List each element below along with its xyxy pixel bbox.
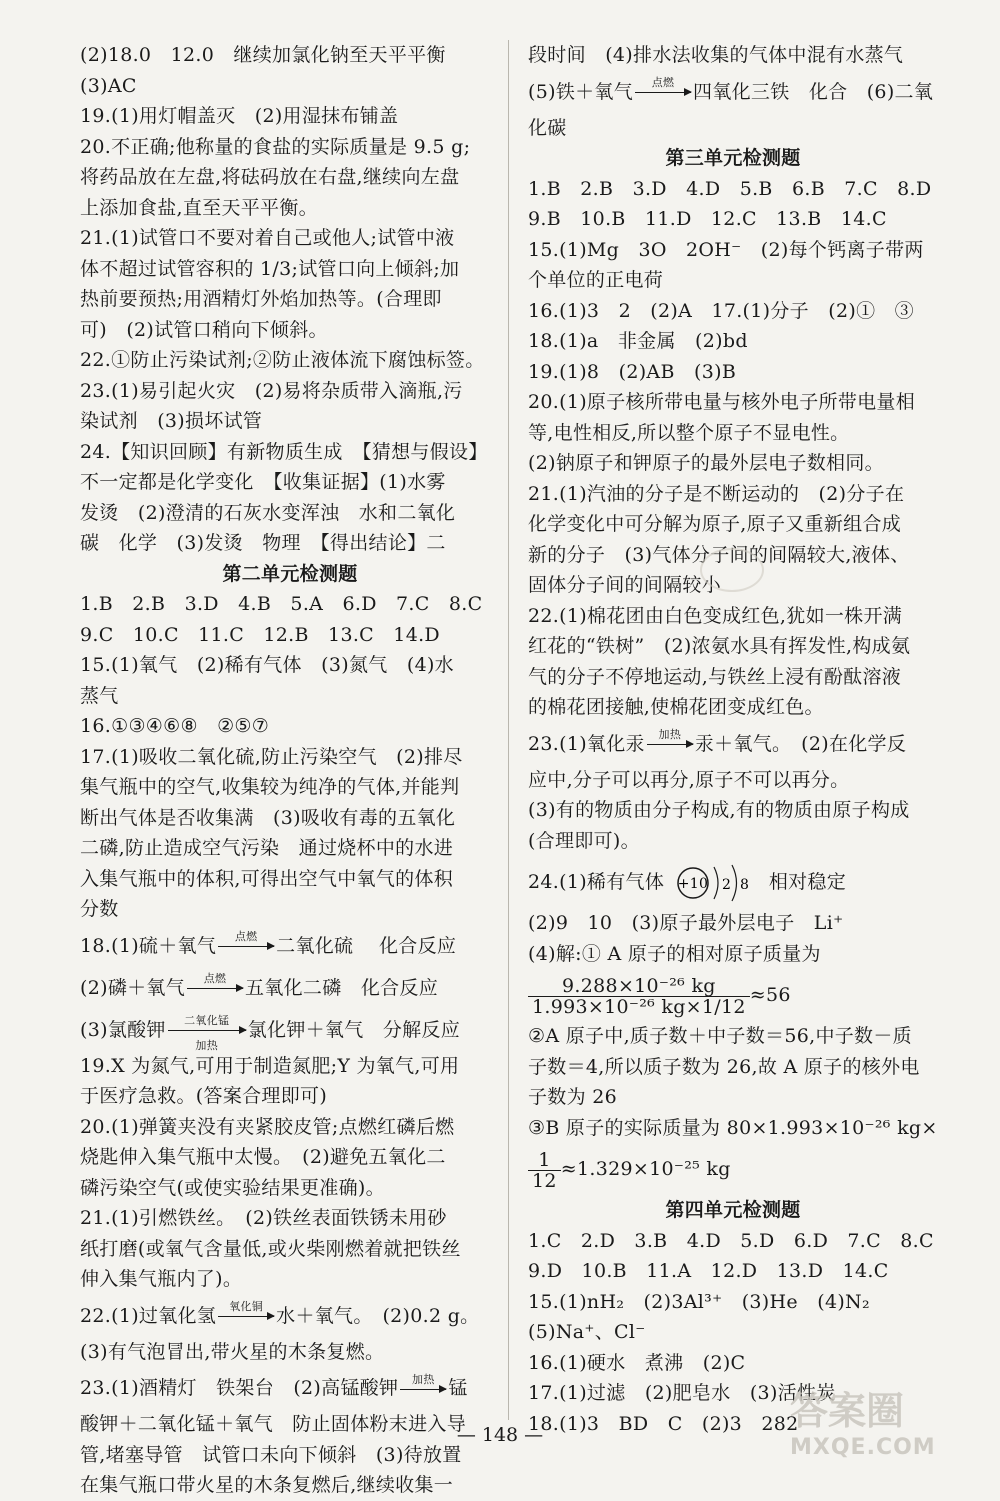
reaction-arrow	[400, 1372, 446, 1390]
text-line: 16.①③④⑥⑧ ②⑤⑦	[80, 715, 270, 737]
text-line: 20.不正确;他称量的食盐的实际质量是 9.5 g;	[80, 135, 471, 158]
text-line: 17.(1)过滤 (2)肥皂水 (3)活性炭	[528, 1382, 836, 1404]
equation-line	[80, 1367, 500, 1409]
arrow-condition: 点燃	[234, 930, 258, 943]
arrow-icon	[168, 1030, 246, 1031]
text-line: 烧匙伸入集气瓶中太慢。 (2)避免五氧化二	[80, 1146, 446, 1168]
reaction-arrow	[635, 76, 691, 93]
right-column	[528, 40, 938, 1439]
text-line: 的棉花团接触,使棉花团变成红色。	[528, 696, 824, 718]
equation-line	[80, 1009, 500, 1051]
section-heading-unit-4: 第四单元检测题	[665, 1199, 801, 1221]
text-line: 20.(1)原子核所带电量与核外电子所带电量相	[528, 391, 916, 413]
atom-structure-diagram	[676, 861, 756, 905]
text-line: 20.(1)弹簧夹没有夹紧胶皮管;点燃红磷后燃	[80, 1115, 455, 1138]
text-line: (2)钠原子和钾原子的最外层电子数相同。	[528, 452, 884, 474]
fraction-denominator: 1.993×10⁻²⁶ kg×1/12	[532, 995, 746, 1018]
equation-products: 锰	[448, 1377, 468, 1399]
text-line: 9.B 10.B 11.D 12.C 13.B 14.C	[528, 208, 887, 230]
text-line: 19.(1)用灯帽盖灭 (2)用湿抹布铺盖	[80, 105, 399, 127]
text-line: 15.(1)氧气 (2)稀有气体 (3)氮气 (4)水	[80, 654, 454, 676]
text-line: 发烫 (2)澄清的石灰水变浑浊 水和二氧化	[80, 501, 456, 524]
text-line: 固体分子间的间隔较小	[528, 574, 722, 596]
fraction-numerator: 9.288×10⁻²⁶ kg	[528, 976, 750, 997]
text-line: (3)有的物质由分子构成,有的物质由原子构成	[528, 799, 910, 821]
text-line: 子数＝4,所以质子数为 26,故 A 原子的核外电	[528, 1055, 920, 1078]
fraction	[528, 976, 750, 1017]
text-line: 不一定都是化学变化 【收集证据】(1)水雾	[80, 471, 446, 493]
arrow-condition: 点燃	[651, 76, 675, 89]
equation-line	[80, 925, 500, 967]
text-line: 化学变化中可分解为原子,原子又重新组合成	[528, 513, 902, 535]
atom-structure-line	[528, 856, 938, 908]
text-line: (2)9 10 (3)原子最外层电子 Li⁺	[528, 912, 844, 934]
column-divider	[508, 40, 509, 1420]
text-line: 上添加食盐,直至天平平衡。	[80, 196, 318, 219]
watermark-logo	[790, 1380, 936, 1460]
text-line: 1.B 2.B 3.D 4.B 5.A 6.D 7.C 8.C	[80, 593, 483, 615]
fraction-numerator: 1	[528, 1150, 561, 1171]
reaction-arrow	[168, 1014, 246, 1052]
equation-reactants: 22.(1)过氧化氢	[80, 1304, 217, 1327]
shell-electron-count: 8	[740, 877, 750, 893]
text-line: 将药品放在左盘,将砝码放在右盘,继续向左盘	[80, 166, 460, 188]
fraction-line	[528, 969, 938, 1021]
fraction	[528, 1150, 561, 1191]
equation-products: 汞＋氧气。 (2)在化学反	[694, 732, 907, 755]
equation-products: 四氧化三铁 化合 (6)二氧	[693, 80, 934, 103]
text-line: 入集气瓶中的体积,可得出空气中氧气的体积	[80, 867, 454, 890]
text-line: (4)解:① A 原子的相对原子质量为	[528, 942, 821, 965]
text-line: 酸钾＋二氧化锰＋氧气 防止固体粉末进入导	[80, 1413, 467, 1435]
text-line: 分数	[80, 898, 119, 920]
text-line: 体不超过试管容积的 1/3;试管口向上倾斜;加	[80, 257, 460, 280]
text-line: 段时间 (4)排水法收集的气体中混有水蒸气	[528, 44, 904, 66]
text-line: 在集气瓶口带火星的木条复燃后,继续收集一	[80, 1474, 454, 1496]
text-line: 个单位的正电荷	[528, 269, 664, 291]
text-line: 22.①防止污染试剂;②防止液体流下腐蚀标签。	[80, 349, 485, 371]
arrow-condition: 二氧化锰	[184, 1014, 230, 1027]
text-line: 21.(1)引燃铁丝。 (2)铁丝表面铁锈未用砂	[80, 1207, 447, 1229]
text-line: 于医疗急救。(答案合理即可)	[80, 1085, 328, 1107]
text-line: 22.(1)棉花团由白色变成红色,犹如一株开满	[528, 604, 903, 627]
reaction-arrow	[647, 728, 693, 745]
arrow-icon	[187, 988, 243, 989]
text-line: 磷污染空气(或使实验结果更准确)。	[80, 1176, 385, 1199]
text-line: 可) (2)试管口稍向下倾斜。	[80, 318, 328, 341]
reaction-arrow	[187, 972, 243, 989]
text-line: (5)Na⁺、Cl⁻	[528, 1321, 646, 1343]
text-line: 1.C 2.D 3.B 4.D 5.D 6.D 7.C 8.C	[528, 1229, 934, 1252]
text-line: (3)AC	[80, 74, 137, 97]
text-line: 集气瓶中的空气,收集较为纯净的气体,并能判	[80, 776, 460, 798]
text-line: 21.(1)试管口不要对着自己或他人;试管中液	[80, 227, 455, 249]
equation-reactants: (5)铁＋氧气	[528, 80, 634, 103]
watermark-url: MXQE.COM	[790, 1435, 936, 1460]
text-line: 子数为 26	[528, 1086, 618, 1108]
text-line: 气的分子不停地运动,与铁丝上浸有酚酞溶液	[528, 665, 902, 688]
text-line: ③B 原子的实际质量为 80×1.993×10⁻²⁶ kg×	[528, 1116, 938, 1139]
equation-reactants: 18.(1)硫＋氧气	[80, 934, 217, 957]
text-line: 15.(1)nH₂ (2)3Al³⁺ (3)He (4)N₂	[528, 1290, 870, 1313]
arrow-icon	[400, 1389, 446, 1390]
text-line: 新的分子 (3)气体分子间的间隔较大,液体、	[528, 543, 910, 566]
text-line: 红花的“铁树” (2)浓氨水具有挥发性,构成氨	[528, 635, 911, 657]
equation-line	[80, 1295, 500, 1337]
section-heading-unit-3: 第三单元检测题	[665, 147, 801, 169]
text-line: 纸打磨(或氧气含量低,或火柴刚燃着就把铁丝	[80, 1237, 461, 1260]
text-line: 断出气体是否收集满 (3)吸收有毒的五氧化	[80, 806, 456, 829]
arrow-condition: 点燃	[203, 972, 227, 985]
arrow-condition-below: 加热	[195, 1039, 219, 1052]
arrow-condition: 加热	[658, 728, 682, 741]
text-line: 18.(1)a 非金属 (2)bd	[528, 330, 748, 352]
text-line: 二磷,防止造成空气污染 通过烧杯中的水进	[80, 837, 454, 859]
equation-products: 二氧化硫 化合反应	[276, 934, 457, 957]
text-line: 蒸气	[80, 684, 119, 707]
text-line: 24.【知识回顾】有新物质生成 【猜想与假设】	[80, 440, 488, 463]
text-line: 化碳	[528, 116, 567, 139]
equation-reactants: 23.(1)酒精灯 铁架台 (2)高锰酸钾	[80, 1377, 399, 1399]
section-heading-unit-2: 第二单元检测题	[222, 562, 358, 585]
text-line: 18.(1)3 BD C (2)3 282	[528, 1412, 799, 1435]
text-line: 管,堵塞导管 试管口未向下倾斜 (3)待放置	[80, 1443, 462, 1466]
arrow-icon	[218, 1316, 274, 1317]
text-line: ②A 原子中,质子数＋中子数＝56,中子数－质	[528, 1025, 912, 1047]
equation-reactants: 23.(1)氧化汞	[528, 732, 645, 755]
fraction-denominator: 12	[532, 1169, 557, 1192]
equation-products: 氯化钾＋氧气 分解反应	[247, 1018, 461, 1041]
page-number: — 148 —	[456, 1424, 544, 1446]
text-line: 23.(1)易引起火灾 (2)易将杂质带入滴瓶,污	[80, 379, 463, 402]
equation-products: 五氧化二磷 化合反应	[245, 976, 439, 999]
electron-shell-arc	[714, 867, 718, 899]
arrow-condition: 氧化铜	[229, 1300, 264, 1313]
text-line: 15.(1)Mg 3O 2OH⁻ (2)每个钙离子带两	[528, 238, 924, 261]
text-line: 碳 化学 (3)发烫 物理 【得出结论】二	[80, 532, 446, 554]
text-segment: ≈56	[749, 984, 791, 1006]
equation-line	[80, 967, 500, 1009]
text-line: 16.(1)3 2 (2)A 17.(1)分子 (2)① ③	[528, 299, 914, 322]
equation-reactants: (3)氯酸钾	[80, 1018, 166, 1041]
arrow-icon	[218, 946, 274, 947]
text-line: 等,电性相反,所以整个原子不显电性。	[528, 421, 850, 444]
arrow-icon	[647, 744, 693, 745]
text-line: 16.(1)硬水 煮沸 (2)C	[528, 1351, 746, 1374]
arrow-condition: 加热	[412, 1372, 435, 1386]
text-segment: 相对稳定	[768, 871, 847, 893]
left-column	[80, 40, 500, 1501]
equation-reactants: (2)磷＋氧气	[80, 976, 186, 999]
text-line: (3)有气泡冒出,带火星的木条复燃。	[80, 1340, 385, 1363]
text-line: (合理即可)。	[528, 829, 640, 852]
text-line: 9.D 10.B 11.A 12.D 13.D 14.C	[528, 1260, 889, 1282]
nucleus-charge: +10	[678, 876, 709, 892]
text-line: 应中,分子可以再分,原子不可以再分。	[528, 768, 850, 791]
text-line: 1.B 2.B 3.D 4.D 5.B 6.B 7.C 8.D	[528, 177, 932, 200]
text-segment: ≈1.329×10⁻²⁵ kg	[560, 1158, 731, 1180]
watermark-text: 答案圈	[790, 1389, 905, 1433]
faint-stamp-mark	[700, 548, 764, 592]
electron-shell-arc	[732, 865, 737, 901]
shell-electron-count: 2	[722, 877, 732, 893]
text-line: 热前要预热;用酒精灯外焰加热等。(合理即	[80, 288, 442, 310]
fraction-line	[528, 1143, 938, 1195]
text-line: 21.(1)汽油的分子是不断运动的 (2)分子在	[528, 482, 905, 505]
text-line: 9.C 10.C 11.C 12.B 13.C 14.D	[80, 623, 440, 646]
equation-products: 水＋氧气。 (2)0.2 g。	[276, 1304, 480, 1327]
text-line: 染试剂 (3)损坏试管	[80, 410, 263, 432]
equation-line	[528, 723, 938, 765]
equation-line	[528, 71, 938, 113]
text-line: 伸入集气瓶内了)。	[80, 1268, 243, 1290]
text-segment: 24.(1)稀有气体	[528, 871, 665, 893]
text-line: 17.(1)吸收二氧化硫,防止污染空气 (2)排尽	[80, 745, 463, 768]
arrow-icon	[635, 92, 691, 93]
text-line: (2)18.0 12.0 继续加氯化钠至天平平衡	[80, 44, 446, 66]
text-line: 19.X 为氮气,可用于制造氮肥;Y 为氧气,可用	[80, 1054, 460, 1077]
text-line: 19.(1)8 (2)AB (3)B	[528, 360, 737, 383]
reaction-arrow	[218, 1300, 274, 1317]
reaction-arrow	[218, 930, 274, 947]
